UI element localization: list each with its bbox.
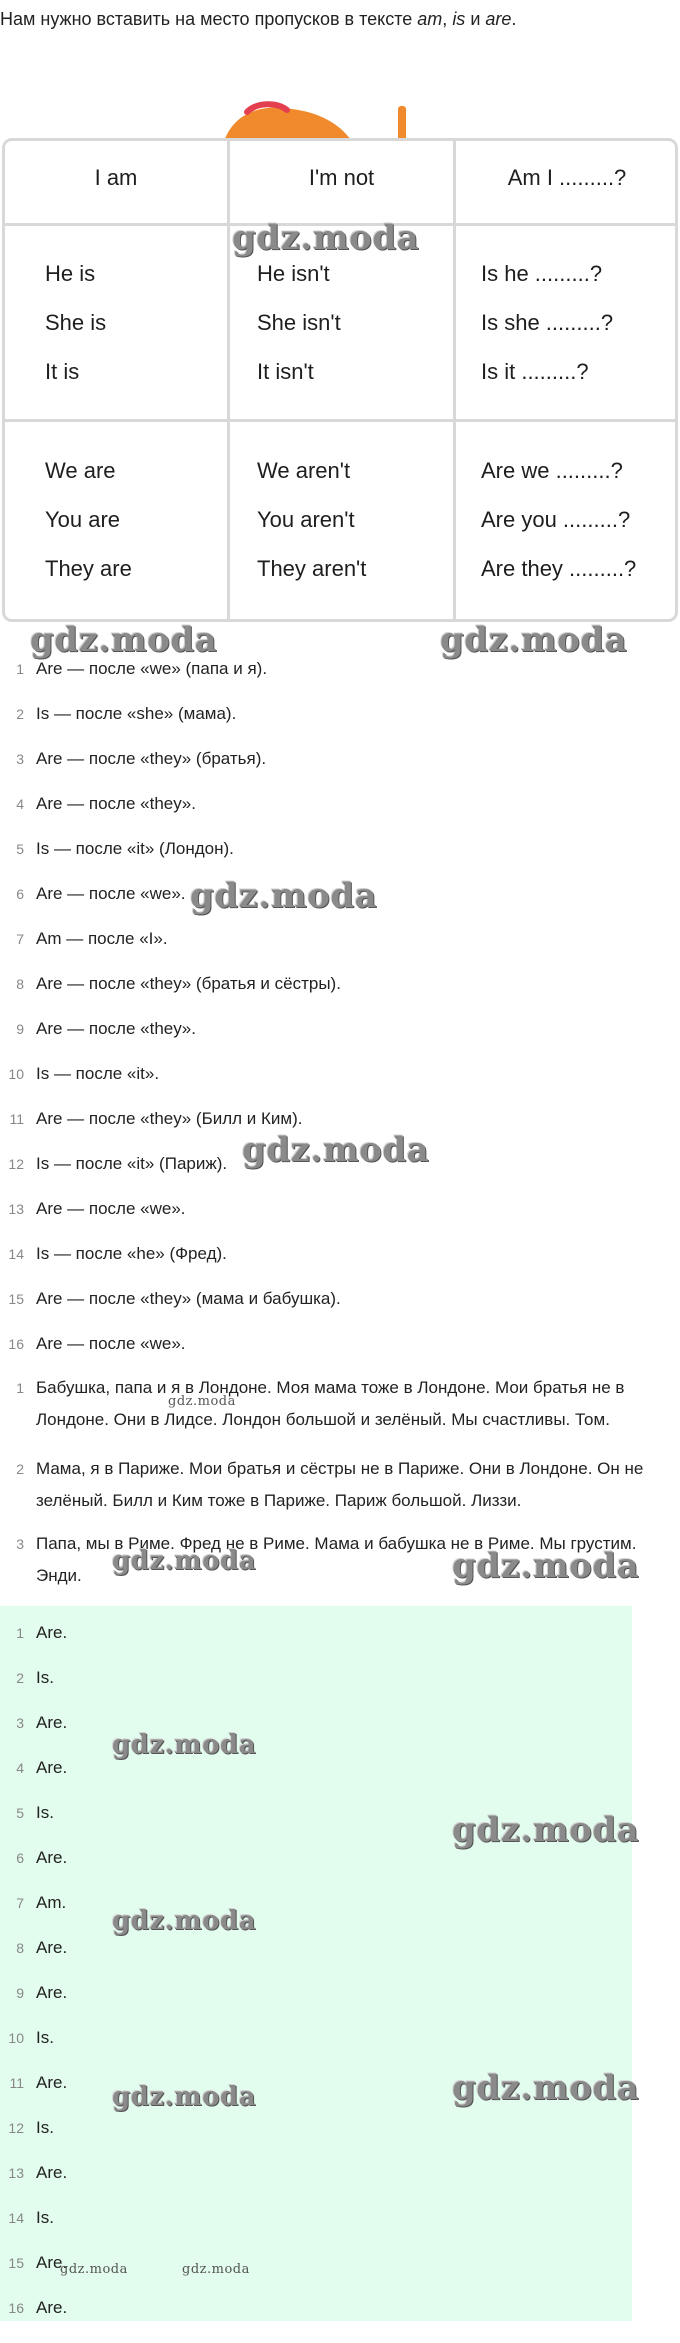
watermark: gdz.moda bbox=[182, 2262, 250, 2277]
item-text: Are — после «they» (братья и сёстры). bbox=[36, 974, 341, 993]
table-divider bbox=[227, 141, 230, 619]
item-text: Am. bbox=[36, 1893, 67, 1912]
item-number: 9 bbox=[16, 1021, 24, 1037]
item-number: 14 bbox=[8, 1246, 24, 1262]
intro-word-am: am bbox=[417, 9, 443, 29]
item-text: Are. bbox=[36, 2253, 68, 2272]
item-number: 16 bbox=[8, 2300, 24, 2316]
item-number: 14 bbox=[8, 2210, 24, 2226]
item-number: 11 bbox=[9, 2075, 24, 2091]
watermark: gdz.moda bbox=[112, 1906, 257, 1936]
item-text: Are. bbox=[36, 1758, 68, 1777]
watermark: gdz.moda bbox=[168, 1394, 236, 1409]
intro-text: Нам нужно вставить на место пропусков в тексте bbox=[0, 9, 418, 29]
item-text: Are. bbox=[36, 2298, 68, 2317]
watermark: gdz.moda bbox=[452, 2068, 640, 2108]
intro-word-are: are bbox=[485, 9, 512, 29]
table-cell: We aren't bbox=[257, 458, 351, 483]
table-divider bbox=[5, 419, 675, 422]
item-text: Is. bbox=[36, 1668, 54, 1687]
table-cell-group bbox=[481, 249, 613, 396]
item-number: 11 bbox=[9, 1111, 24, 1127]
table-cell: She isn't bbox=[257, 310, 341, 335]
item-text: Бабушка, папа и я в Лондоне. Моя мама тоже в Лондоне. Мои братья не в Лондоне. Они в Лидсе. Лондон большой и зелёный. Мы счастливы. Том. bbox=[36, 1378, 625, 1429]
item-number: 12 bbox=[8, 1156, 24, 1172]
table-cell: Is he .........? bbox=[481, 261, 603, 286]
item-text: Are — после «we» (папа и я). bbox=[36, 659, 268, 678]
table-cell-group bbox=[257, 446, 366, 593]
item-number: 2 bbox=[16, 706, 24, 722]
item-number: 3 bbox=[16, 1715, 24, 1731]
item-text: Are. bbox=[36, 1713, 68, 1732]
item-number: 8 bbox=[16, 1940, 24, 1956]
item-text: Папа, мы в Риме. Фред не в Риме. Мама и бабушка не в Риме. Мы грустим. Энди. bbox=[36, 1534, 637, 1585]
watermark: gdz.moda bbox=[232, 218, 420, 258]
item-number: 8 bbox=[16, 976, 24, 992]
task-intro bbox=[0, 8, 516, 30]
watermark: gdz.moda bbox=[112, 2082, 257, 2112]
table-header: I am bbox=[94, 165, 138, 190]
item-number: 4 bbox=[16, 796, 24, 812]
table-cell: He isn't bbox=[257, 261, 330, 286]
table-cell-group bbox=[45, 249, 106, 396]
watermark: gdz.moda bbox=[452, 1810, 640, 1850]
item-text: Am — после «I». bbox=[36, 929, 168, 948]
item-number: 4 bbox=[16, 1760, 24, 1776]
table-cell-group bbox=[257, 249, 341, 396]
table-cell: They are bbox=[45, 556, 132, 581]
watermark: gdz.moda bbox=[452, 1546, 640, 1586]
intro-word-is: is bbox=[452, 9, 466, 29]
table-header: I'm not bbox=[308, 165, 375, 190]
table-cell: You aren't bbox=[257, 507, 355, 532]
table-header: Am I .........? bbox=[507, 165, 627, 190]
item-number: 13 bbox=[8, 2165, 24, 2181]
item-text: Are — после «they» (Билл и Ким). bbox=[36, 1109, 303, 1128]
item-text: Is — после «he» (Фред). bbox=[36, 1244, 227, 1263]
item-text: Are — после «we». bbox=[36, 1334, 186, 1353]
item-text: Are. bbox=[36, 1983, 68, 2002]
table-cell: Is it .........? bbox=[481, 359, 589, 384]
table-cell: Are you .........? bbox=[481, 507, 631, 532]
watermark: gdz.moda bbox=[242, 1130, 430, 1170]
watermark: gdz.moda bbox=[440, 620, 628, 660]
item-text: Are — после «they». bbox=[36, 1019, 196, 1038]
item-text: Are — после «they» (мама и бабушка). bbox=[36, 1289, 341, 1308]
table-cell: They aren't bbox=[257, 556, 367, 581]
item-text: Are — после «we». bbox=[36, 1199, 186, 1218]
item-number: 3 bbox=[16, 1536, 24, 1552]
watermark: gdz.moda bbox=[30, 620, 218, 660]
table-cell: He is bbox=[45, 261, 96, 286]
item-number: 1 bbox=[16, 1380, 24, 1396]
watermark: gdz.moda bbox=[112, 1546, 257, 1576]
item-text: Is — после «it». bbox=[36, 1064, 160, 1083]
item-number: 16 bbox=[8, 1336, 24, 1352]
intro-sep: и bbox=[465, 9, 486, 29]
grammar-table bbox=[2, 138, 678, 622]
item-number: 15 bbox=[8, 2255, 24, 2271]
item-number: 5 bbox=[16, 1805, 24, 1821]
table-cell: It isn't bbox=[257, 359, 314, 384]
table-cell-group bbox=[45, 446, 132, 593]
item-text: Are — после «we». bbox=[36, 884, 186, 903]
watermark: gdz.moda bbox=[60, 2262, 128, 2277]
item-text: Are — после «they» (братья). bbox=[36, 749, 267, 768]
item-text: Are. bbox=[36, 1623, 68, 1642]
item-number: 9 bbox=[16, 1985, 24, 2001]
item-text: Is. bbox=[36, 2208, 54, 2227]
item-text: Is — после «she» (мама). bbox=[36, 704, 237, 723]
intro-end: . bbox=[511, 9, 517, 29]
item-text: Are. bbox=[36, 2163, 68, 2182]
item-text: Is. bbox=[36, 2028, 54, 2047]
watermark: gdz.moda bbox=[190, 876, 378, 916]
item-number: 2 bbox=[16, 1670, 24, 1686]
table-cell: Is she .........? bbox=[481, 310, 614, 335]
item-number: 15 bbox=[8, 1291, 24, 1307]
item-text: Are — после «they». bbox=[36, 794, 196, 813]
item-number: 6 bbox=[16, 886, 24, 902]
item-number: 1 bbox=[16, 661, 24, 677]
item-number: 13 bbox=[8, 1201, 24, 1217]
item-text: Is. bbox=[36, 2118, 54, 2137]
table-cell: She is bbox=[45, 310, 107, 335]
item-number: 10 bbox=[8, 1066, 24, 1082]
item-number: 7 bbox=[16, 931, 24, 947]
item-text: Are. bbox=[36, 1848, 68, 1867]
intro-sep: , bbox=[442, 9, 453, 29]
item-number: 5 bbox=[16, 841, 24, 857]
item-number: 1 bbox=[16, 1625, 24, 1641]
item-text: Are. bbox=[36, 1938, 68, 1957]
table-cell: We are bbox=[45, 458, 116, 483]
item-number: 3 bbox=[16, 751, 24, 767]
item-number: 10 bbox=[8, 2030, 24, 2046]
item-text: Are. bbox=[36, 2073, 68, 2092]
item-text: Is — после «it» (Лондон). bbox=[36, 839, 234, 858]
table-cell: It is bbox=[45, 359, 80, 384]
table-cell: Are they .........? bbox=[481, 556, 637, 581]
table-cell: You are bbox=[45, 507, 121, 532]
item-number: 2 bbox=[16, 1461, 24, 1477]
table-cell: Are we .........? bbox=[481, 458, 623, 483]
item-text: Is — после «it» (Париж). bbox=[36, 1154, 228, 1173]
table-cell-group bbox=[481, 446, 636, 593]
item-text: Is. bbox=[36, 1803, 54, 1822]
watermark: gdz.moda bbox=[112, 1730, 257, 1760]
item-number: 7 bbox=[16, 1895, 24, 1911]
item-number: 12 bbox=[8, 2120, 24, 2136]
table-divider bbox=[453, 141, 456, 619]
item-number: 6 bbox=[16, 1850, 24, 1866]
item-text: Мама, я в Париже. Мои братья и сёстры не в Париже. Они в Лондоне. Он не зелёный. Билл и Ким тоже в Париже. Париж большой. Лиззи. bbox=[36, 1459, 644, 1510]
